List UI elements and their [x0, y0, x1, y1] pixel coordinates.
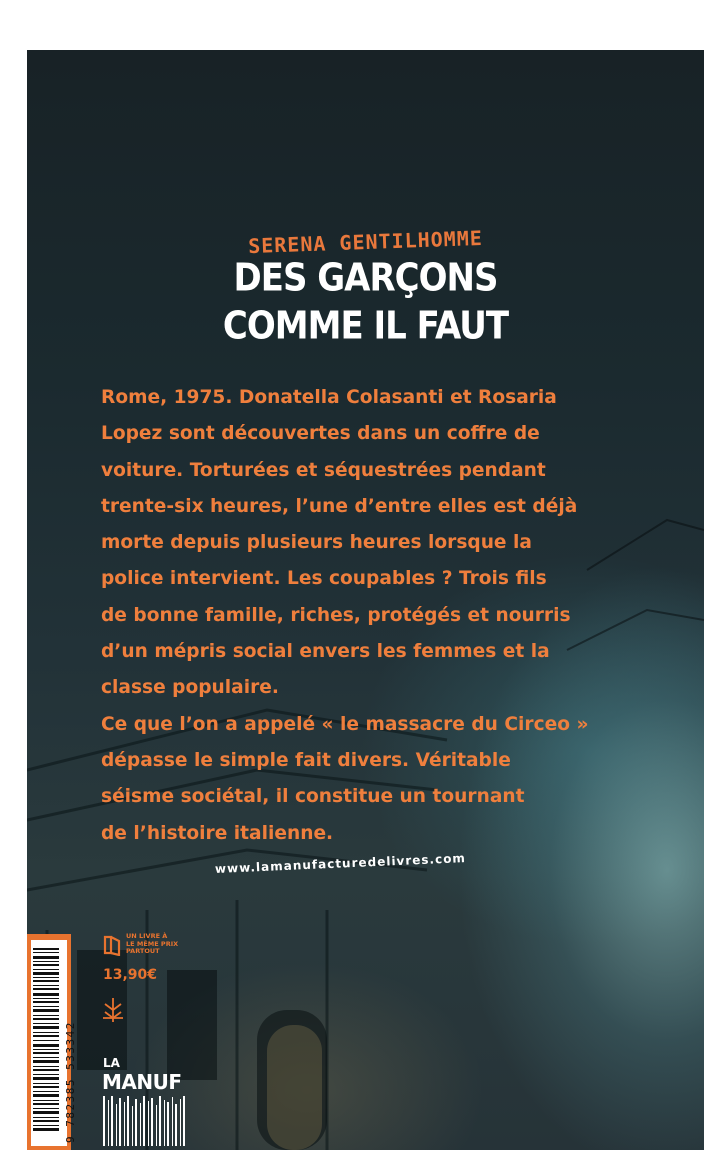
badge-line: LE MÊME PRIX — [126, 939, 179, 948]
summary-line: Lopez sont découvertes dans un coffre de — [101, 423, 540, 445]
book-title-line-1: DES GARÇONS — [233, 255, 498, 301]
barcode — [31, 940, 77, 1146]
summary-line: voiture. Torturées et séquestrées pendant — [101, 459, 546, 481]
summary-line: morte depuis plusieurs heures lorsque la — [101, 532, 532, 554]
summary-line: trente-six heures, l’une d’entre elles est déjà — [101, 495, 578, 517]
book-back-cover — [27, 50, 704, 1150]
book-title-line-2: COMME IL FAUT — [222, 303, 509, 349]
author-name: SERENA GENTILHOMME — [247, 225, 484, 259]
summary-line: Rome, 1975. Donatella Colasanti et Rosaria — [101, 387, 557, 408]
badge-line: UN LIVRE À — [126, 932, 168, 940]
summary-line: de bonne famille, riches, protégés et nourris — [101, 604, 571, 626]
publisher-logo-top: LA — [103, 1056, 120, 1070]
barcode-bars — [31, 940, 67, 1146]
summary-line: police intervient. Les coupables ? Trois fils — [101, 568, 547, 590]
publisher-emblem-icon — [101, 996, 125, 1024]
summary-line: séisme sociétal, il constitue un tournant — [101, 786, 525, 808]
barcode-panel — [27, 934, 77, 1150]
summary-line: d’un mépris social envers les femmes et la — [101, 641, 550, 663]
book-price: 13,90€ — [103, 967, 158, 983]
publisher-website: www.lamanufacturedelivres.com — [214, 851, 467, 876]
publisher-logo-name: MANUF — [102, 1070, 182, 1094]
publisher-logo-bars — [103, 1096, 193, 1146]
badge-line: PARTOUT — [126, 947, 160, 955]
single-price-badge — [126, 933, 206, 956]
summary-line: classe populaire. — [101, 677, 279, 699]
summary-line: dépasse le simple fait divers. Véritable — [101, 749, 511, 771]
summary-line: de l’histoire italienne. — [101, 822, 334, 844]
book-summary — [101, 380, 661, 852]
book-price-icon — [103, 934, 123, 956]
isbn-number: 9 782385 533342 — [64, 1021, 77, 1143]
summary-line: Ce que l’on a appelé « le massacre du Circeo » — [101, 713, 589, 735]
